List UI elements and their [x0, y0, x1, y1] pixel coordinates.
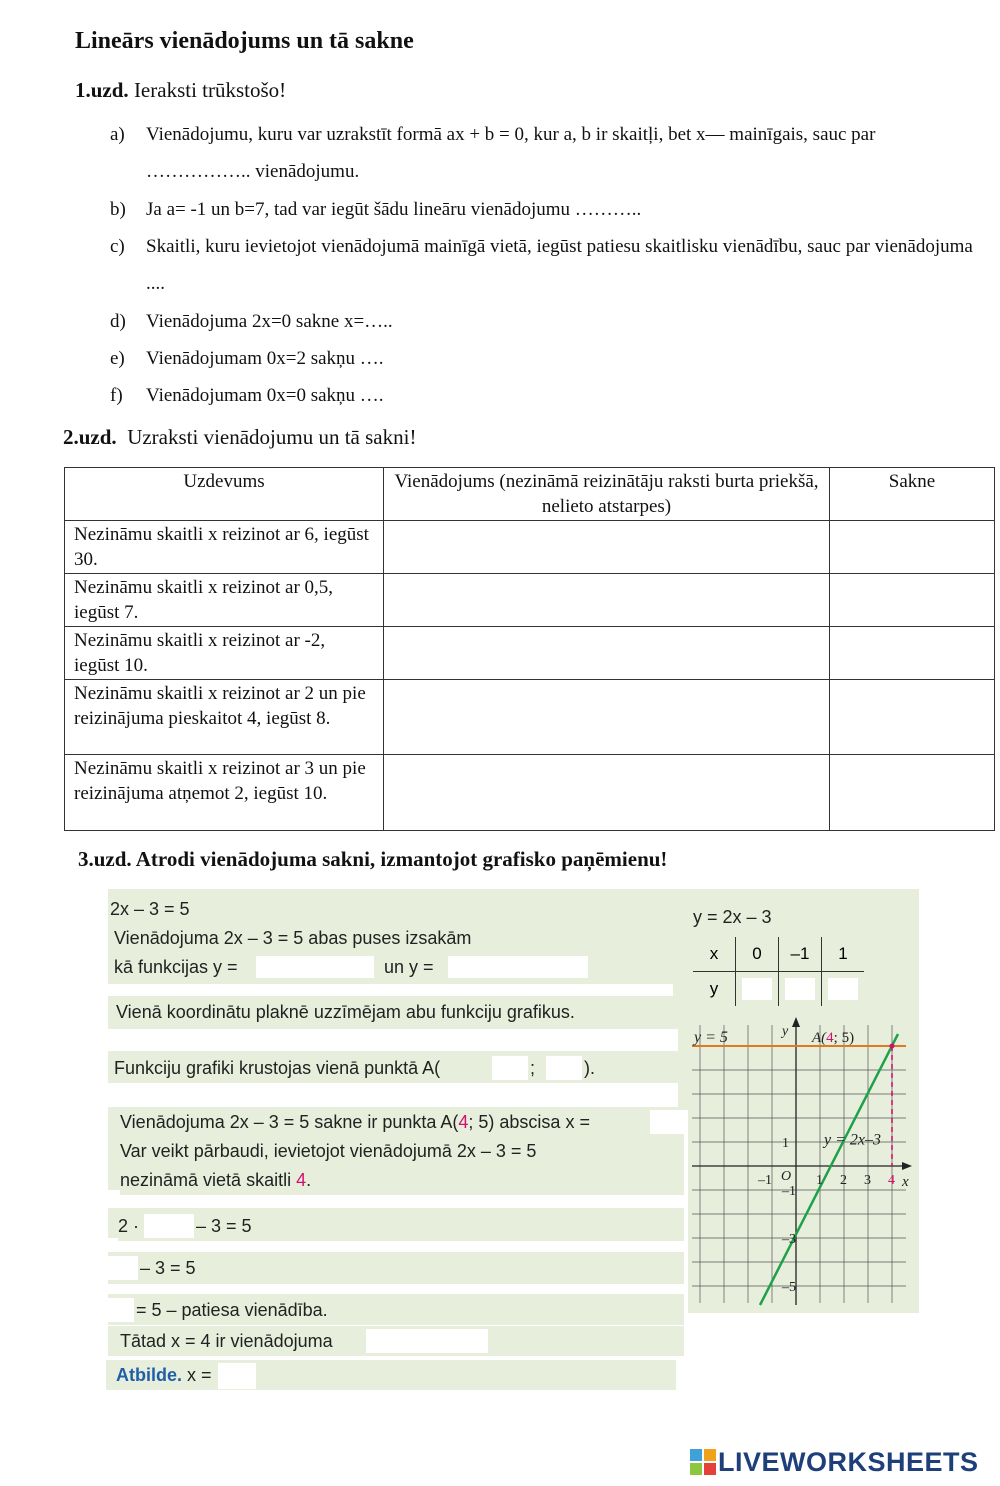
- root-cell[interactable]: [830, 574, 995, 627]
- text-line: [120, 1165, 684, 1195]
- item-label: c): [110, 236, 125, 257]
- item-label: f): [110, 385, 123, 406]
- task-cell: Nezināmu skaitli x reizinot ar 0,5, iegūst 7.: [65, 574, 384, 627]
- x-value: 0: [736, 937, 779, 972]
- x-value: 1: [822, 937, 865, 972]
- task2-instruction: Uzraksti vienādojumu un tā sakni!: [127, 425, 417, 449]
- task1-item-d: [110, 303, 980, 340]
- task-cell: Nezināmu skaitli x reizinot ar 3 un pie reizinājuma atņemot 2, iegūst 10.: [65, 755, 384, 831]
- x-label: x: [693, 937, 736, 972]
- text: Vienā koordinātu plaknē uzzīmējam abu funkciju grafikus.: [116, 1002, 575, 1022]
- text-line: [114, 1053, 676, 1083]
- text: 2 ·: [118, 1216, 140, 1236]
- check-input-1[interactable]: [144, 1214, 194, 1238]
- logo-text: LIVEWORKSHEETS: [718, 1447, 979, 1477]
- x-axis-arrow: [902, 1162, 912, 1170]
- table-row: [65, 574, 995, 627]
- task1-item-b: [110, 191, 980, 228]
- label-f: y = 2x–3: [824, 1131, 881, 1149]
- task3-heading: 3.uzd. Atrodi vienādojuma sakni, izmantojot grafisko paņēmienu!: [78, 847, 668, 871]
- root-cell[interactable]: [830, 627, 995, 680]
- equation-text: 2x – 3 = 5: [110, 899, 190, 919]
- text-line: [108, 1253, 684, 1283]
- liveworksheets-logo: [690, 1447, 979, 1478]
- table-header-row: [65, 468, 995, 521]
- text-line: [108, 1295, 684, 1325]
- page-title: Lineārs vienādojums un tā sakne: [75, 28, 414, 54]
- item-text: Ja a= -1 un b=7, tad var iegūt šādu lineāru vienādojumu ………..: [146, 199, 642, 220]
- task-cell: Nezināmu skaitli x reizinot ar 2 un pie reizinājuma pieskaitot 4, iegūst 8.: [65, 680, 384, 755]
- item-label: d): [110, 311, 126, 332]
- label-point-a: [811, 1030, 854, 1046]
- task-cell: Nezināmu skaitli x reizinot ar -2, iegūst 10.: [65, 627, 384, 680]
- task1-number: 1.uzd.: [75, 78, 129, 102]
- task1-item-e: [110, 340, 980, 377]
- y-value-cell: [779, 972, 822, 1007]
- text: .: [306, 1170, 312, 1190]
- function-input-2[interactable]: [448, 956, 588, 978]
- root-cell[interactable]: [830, 521, 995, 574]
- value-table-title: y = 2x – 3: [693, 907, 772, 927]
- item-text: Vienādojumu, kuru var uzrakstīt formā ax + b = 0, kur a, b ir skaitļi, bet x— mainīgais, sauc par …………….. vienādojumu.: [146, 124, 876, 182]
- equation-cell[interactable]: [384, 680, 830, 755]
- task2-heading: [63, 425, 416, 450]
- task2-table: [64, 467, 995, 831]
- equation-cell[interactable]: [384, 755, 830, 831]
- check-input-2[interactable]: [108, 1256, 138, 1280]
- label-y5: y = 5: [694, 1029, 728, 1046]
- gap: [108, 1029, 678, 1051]
- highlight: 4: [296, 1170, 307, 1190]
- root-cell[interactable]: [830, 755, 995, 831]
- text: – 3 = 5: [140, 1258, 196, 1278]
- text: Vienādojuma 2x – 3 = 5 sakne ir punkta A(: [120, 1112, 459, 1132]
- coordinate-y-input[interactable]: [546, 1056, 582, 1080]
- task1-instruction: Ieraksti trūkstošo!: [133, 78, 287, 102]
- gap: [108, 1083, 678, 1107]
- text: Funkciju grafiki krustojas vienā punktā A(: [114, 1058, 441, 1078]
- axis-label-y: y: [782, 1024, 789, 1039]
- table-row: [65, 521, 995, 574]
- item-text: Skaitli, kuru ievietojot vienādojumā mainīgā vietā, iegūst patiesu skaitlisku vienādību, sauc par vienādojuma ....: [146, 236, 973, 294]
- text: Vienādojuma 2x – 3 = 5 abas puses izsakām: [114, 928, 472, 948]
- text: Tātad x = 4 ir vienādojuma: [120, 1331, 333, 1351]
- coordinate-x-input[interactable]: [492, 1056, 528, 1080]
- highlight: 4: [458, 1112, 469, 1132]
- gap: [108, 1284, 684, 1294]
- y-tick-label: –3: [782, 1232, 796, 1247]
- y-tick-label: 1: [782, 1136, 789, 1151]
- task1-item-a: [110, 116, 980, 190]
- y-tick-label: –1: [782, 1184, 796, 1199]
- y-value-cell: [736, 972, 779, 1007]
- answer-line: [106, 1360, 676, 1390]
- task1-heading: [75, 78, 286, 103]
- text: un y =: [384, 957, 434, 977]
- answer-input[interactable]: [218, 1363, 256, 1389]
- task1-item-f: [110, 377, 980, 414]
- text: ;: [530, 1058, 536, 1078]
- equation-cell[interactable]: [384, 521, 830, 574]
- task-cell: Nezināmu skaitli x reizinot ar 6, iegūst 30.: [65, 521, 384, 574]
- table-row: [65, 627, 995, 680]
- text-line: [118, 1211, 684, 1241]
- x-value: –1: [779, 937, 822, 972]
- logo-icon: [690, 1449, 716, 1475]
- y-value-cell: [822, 972, 865, 1007]
- item-label: a): [110, 124, 125, 145]
- abscissa-input[interactable]: [650, 1110, 684, 1134]
- table-row: [65, 755, 995, 831]
- text: = 5 – patiesa vienādība.: [136, 1300, 328, 1320]
- task1-item-c: [110, 228, 980, 302]
- coordinate-graph: [688, 1015, 916, 1311]
- y-value-input[interactable]: [785, 978, 815, 1000]
- text-line: [116, 997, 673, 1027]
- answer-label: Atbilde.: [116, 1365, 182, 1385]
- equation-line: [110, 894, 190, 924]
- text: ).: [584, 1058, 595, 1078]
- equation-cell[interactable]: [384, 574, 830, 627]
- y-value-input[interactable]: [828, 978, 858, 1000]
- text-line: [108, 1326, 684, 1356]
- answer-x: x =: [187, 1365, 212, 1385]
- task2-number: 2.uzd.: [63, 425, 117, 449]
- y-axis-arrow: [792, 1017, 800, 1027]
- x-tick-label: –1: [758, 1173, 772, 1188]
- equation-cell[interactable]: [384, 627, 830, 680]
- origin-label: O: [781, 1169, 792, 1184]
- text: ; 5) abscisa x =: [468, 1112, 590, 1132]
- text-line: [120, 1107, 684, 1137]
- point-a-prefix: A(: [812, 1030, 827, 1046]
- item-label: e): [110, 348, 125, 369]
- text: Var veikt pārbaudi, ievietojot vienādojumā 2x – 3 = 5: [120, 1141, 537, 1161]
- text: nezināmā vietā skaitli: [120, 1170, 292, 1190]
- text-line: [114, 923, 471, 953]
- gap: [108, 984, 673, 996]
- text-line: [120, 1136, 684, 1166]
- function-input-1[interactable]: [256, 956, 374, 978]
- value-table: [693, 937, 864, 1006]
- x-tick-label: 4: [888, 1173, 895, 1188]
- header-equation: Vienādojums (nezināmā reizinātāju raksti burta priekšā, nelieto atstarpes): [384, 468, 830, 521]
- point-a-suffix: ; 5): [833, 1030, 855, 1046]
- x-tick-label: 1: [816, 1173, 823, 1188]
- text-line: [114, 952, 594, 982]
- item-text: Vienādojuma 2x=0 sakne x=…..: [146, 311, 393, 332]
- x-tick-label: 2: [840, 1173, 847, 1188]
- header-task: Uzdevums: [65, 468, 384, 521]
- point-a-x: 4: [826, 1030, 834, 1046]
- x-tick-label: 3: [864, 1173, 871, 1188]
- conclusion-input[interactable]: [366, 1329, 488, 1353]
- y-value-input[interactable]: [742, 978, 772, 1000]
- text: kā funkcijas y =: [114, 957, 238, 977]
- point-a: [890, 1044, 895, 1049]
- item-text: Vienādojumam 0x=0 sakņu ….: [146, 385, 384, 406]
- grid: [692, 1025, 906, 1303]
- table-row: [65, 680, 995, 755]
- item-text: Vienādojumam 0x=2 sakņu ….: [146, 348, 384, 369]
- y-label: y: [693, 972, 736, 1007]
- axis-label-x: x: [902, 1174, 909, 1190]
- check-input-3[interactable]: [108, 1298, 134, 1322]
- item-label: b): [110, 199, 126, 220]
- y-tick-label: –5: [782, 1280, 796, 1295]
- root-cell[interactable]: [830, 680, 995, 755]
- text: – 3 = 5: [196, 1216, 252, 1236]
- header-root: Sakne: [830, 468, 995, 521]
